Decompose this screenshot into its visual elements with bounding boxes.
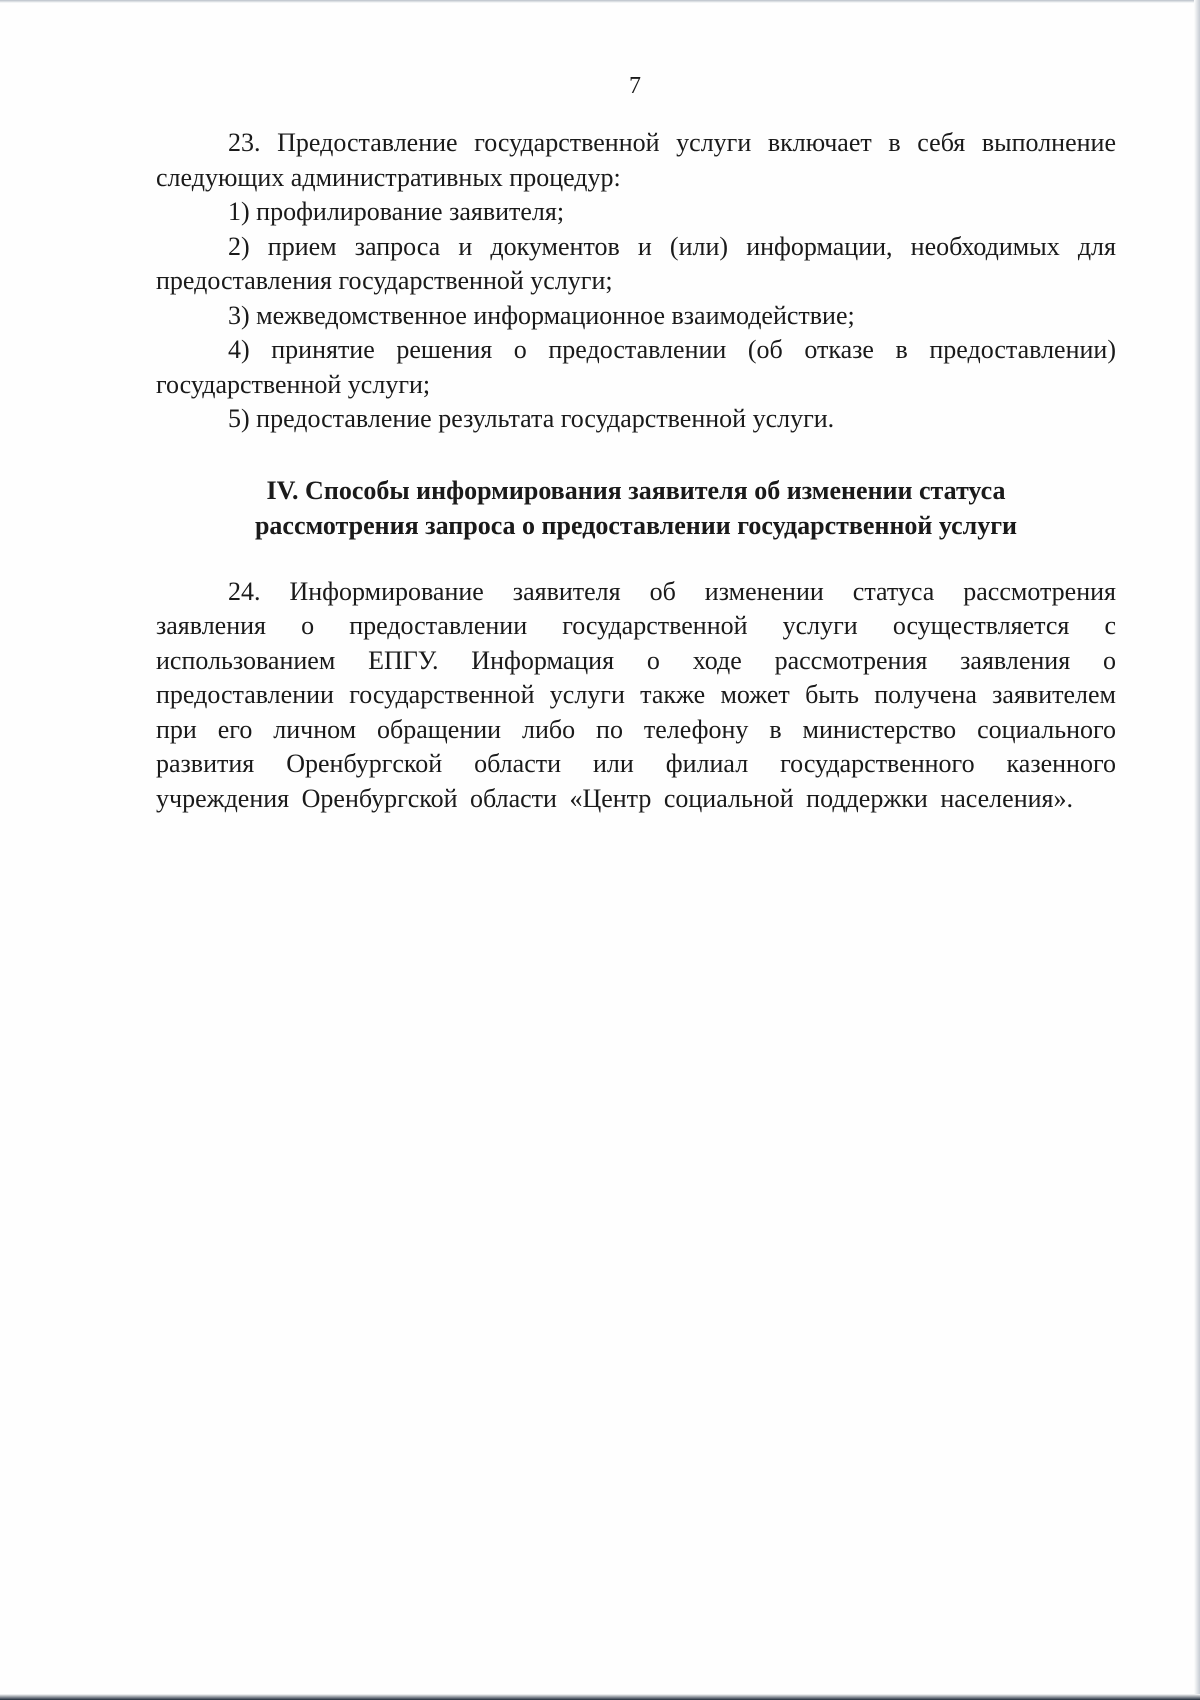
paragraph-23-intro: 23. Предоставление государственной услуги включает в себя выполнение следующих административных процедур: — [156, 128, 1116, 192]
list-item-4: 4) принятие решения о предоставлении (об отказе в предоставлении) государственной услуги; — [156, 335, 1116, 399]
list-item-1: 1) профилирование заявителя; — [228, 197, 565, 226]
section-heading — [156, 473, 1116, 543]
paragraph-24: 24. Информирование заявителя об изменении статуса рассмотрения заявления о предоставлении государственной услуги осуществляется с использованием ЕПГУ. Информация о ходе рассмотрения заявления о предоставлении государственной услуги также может быть получена заявителем при его личном обращении либо по телефону в министерство социального развития Оренбургской области или филиал государственного казенного учреждения Оренбургской области «Центр социальной поддержки населения». — [156, 576, 1116, 813]
page-number: 7 — [629, 73, 641, 99]
document-body — [156, 126, 1116, 816]
section-heading-line-1: IV. Способы информирования заявителя об изменении статуса — [266, 475, 1006, 505]
scan-edge-right — [1194, 0, 1200, 1700]
scan-edge-bottom — [0, 1694, 1200, 1700]
list-item-5: 5) предоставление результата государственной услуги. — [228, 404, 835, 433]
scan-edge-top — [0, 0, 1200, 3]
list-item-3: 3) межведомственное информационное взаимодействие; — [228, 300, 855, 330]
section-heading-line-2: рассмотрения запроса о предоставлении государственной услуги — [254, 510, 1018, 540]
list-item-2: 2) прием запроса и документов и (или) информации, необходимых для предоставления государственной услуги; — [156, 231, 1116, 295]
